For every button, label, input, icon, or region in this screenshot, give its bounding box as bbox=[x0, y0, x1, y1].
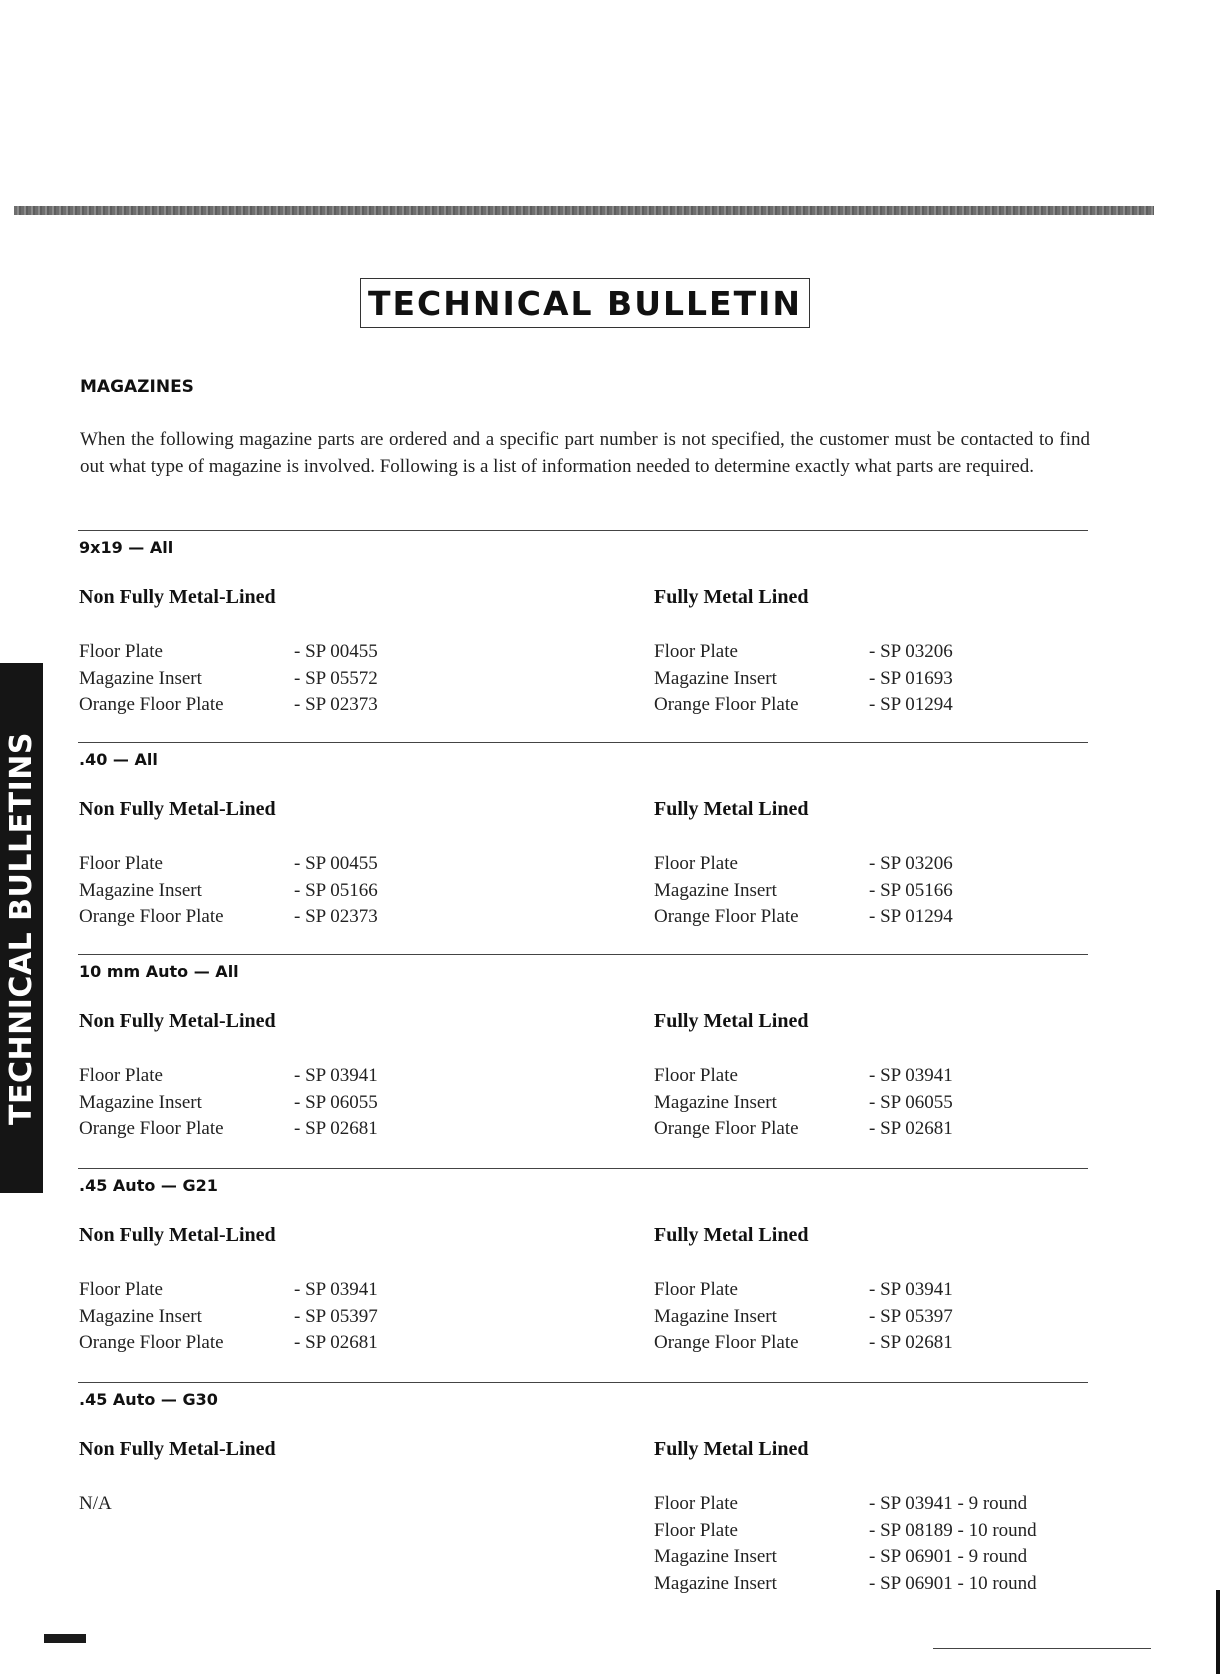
part-name: Magazine Insert bbox=[654, 1305, 777, 1327]
part-name: Magazine Insert bbox=[654, 879, 777, 901]
caliber-section bbox=[78, 954, 1088, 1164]
part-name: Magazine Insert bbox=[79, 879, 202, 901]
section-divider bbox=[78, 1382, 1088, 1383]
column-title: Non Fully Metal-Lined bbox=[79, 798, 276, 820]
part-name: Orange Floor Plate bbox=[654, 694, 799, 716]
part-row bbox=[654, 666, 953, 693]
metal-lined-column bbox=[654, 1224, 953, 1357]
part-name: Floor Plate bbox=[654, 1065, 738, 1086]
part-number: - SP 00455 bbox=[294, 853, 378, 874]
caliber-section bbox=[78, 1382, 1088, 1612]
part-name: Orange Floor Plate bbox=[79, 1332, 224, 1354]
part-row bbox=[79, 878, 378, 905]
bottom-divider bbox=[933, 1648, 1151, 1649]
part-name: Magazine Insert bbox=[654, 1572, 777, 1594]
part-row bbox=[79, 666, 378, 693]
part-number: - SP 03941 - 9 round bbox=[869, 1493, 1028, 1514]
part-row bbox=[654, 639, 953, 666]
part-number: - SP 06055 bbox=[294, 1091, 378, 1113]
part-number: - SP 05166 bbox=[294, 879, 378, 901]
section-divider bbox=[78, 954, 1088, 955]
part-name: Floor Plate bbox=[654, 1279, 738, 1300]
part-name: Orange Floor Plate bbox=[654, 1332, 799, 1354]
caliber-heading: 9x19 — All bbox=[79, 538, 174, 557]
part-name: Floor Plate bbox=[79, 1065, 163, 1086]
part-number: - SP 05572 bbox=[294, 667, 378, 689]
part-name: Floor Plate bbox=[654, 1519, 738, 1541]
metal-lined-column bbox=[654, 798, 953, 931]
part-row bbox=[654, 1116, 953, 1143]
part-name: Orange Floor Plate bbox=[654, 906, 799, 928]
part-row bbox=[79, 1277, 378, 1304]
part-number: - SP 05397 bbox=[869, 1305, 953, 1327]
part-name: Floor Plate bbox=[79, 641, 163, 662]
part-number: - SP 02681 bbox=[294, 1332, 378, 1354]
part-name: Magazine Insert bbox=[79, 1091, 202, 1113]
section-divider bbox=[78, 1168, 1088, 1169]
part-name: Magazine Insert bbox=[654, 1091, 777, 1113]
page-mark bbox=[44, 1634, 86, 1643]
part-number: - SP 05397 bbox=[294, 1305, 378, 1327]
part-name: Floor Plate bbox=[654, 853, 738, 874]
column-title: Fully Metal Lined bbox=[654, 1224, 809, 1246]
part-row bbox=[79, 1304, 378, 1331]
part-number: - SP 02681 bbox=[869, 1332, 953, 1354]
column-title: Non Fully Metal-Lined bbox=[79, 586, 276, 608]
column-title: Fully Metal Lined bbox=[654, 1010, 809, 1032]
part-row bbox=[79, 692, 378, 719]
part-row bbox=[79, 904, 378, 931]
part-number: - SP 02681 bbox=[869, 1118, 953, 1140]
top-divider bbox=[14, 206, 1154, 215]
intro-paragraph: When the following magazine parts are ordered and a specific part number is not specified, the customer must be contacted to find out what type of magazine is involved. Following is a list of information needed to determine exactly what parts are required. bbox=[80, 429, 1090, 477]
part-name: Floor Plate bbox=[79, 853, 163, 874]
part-row bbox=[79, 851, 378, 878]
part-number: - SP 05166 bbox=[869, 879, 953, 901]
column-title: Fully Metal Lined bbox=[654, 586, 809, 608]
part-name: Magazine Insert bbox=[654, 1546, 777, 1568]
part-number: - SP 03206 bbox=[869, 853, 953, 874]
metal-lined-column bbox=[654, 586, 953, 719]
page-title: TECHNICAL BULLETIN bbox=[367, 283, 802, 323]
part-number: - SP 03206 bbox=[869, 641, 953, 662]
caliber-heading: .45 Auto — G21 bbox=[79, 1176, 218, 1195]
part-row bbox=[654, 1544, 1037, 1571]
part-row bbox=[654, 692, 953, 719]
part-row bbox=[654, 1063, 953, 1090]
side-tab bbox=[0, 663, 43, 1193]
non-lined-column bbox=[79, 1438, 276, 1518]
part-number: - SP 02373 bbox=[294, 694, 378, 716]
part-row bbox=[654, 1304, 953, 1331]
part-row bbox=[79, 1330, 378, 1357]
part-row bbox=[654, 1518, 1037, 1545]
section-heading: MAGAZINES bbox=[80, 377, 194, 397]
column-title: Non Fully Metal-Lined bbox=[79, 1010, 276, 1032]
metal-lined-column bbox=[654, 1438, 1037, 1597]
part-row bbox=[654, 878, 953, 905]
caliber-section bbox=[78, 530, 1088, 740]
part-row bbox=[79, 639, 378, 666]
part-number: - SP 03941 bbox=[294, 1279, 378, 1300]
column-title: Fully Metal Lined bbox=[654, 1438, 809, 1460]
part-row bbox=[654, 851, 953, 878]
part-number: - SP 06901 - 9 round bbox=[869, 1546, 1028, 1568]
part-name: Floor Plate bbox=[79, 1279, 163, 1300]
section-divider bbox=[78, 742, 1088, 743]
part-number: - SP 02681 bbox=[294, 1118, 378, 1140]
metal-lined-column bbox=[654, 1010, 953, 1143]
non-lined-column bbox=[79, 1010, 378, 1143]
part-name: Orange Floor Plate bbox=[654, 1118, 799, 1140]
part-number: - SP 03941 bbox=[869, 1279, 953, 1300]
part-number: - SP 02373 bbox=[294, 906, 378, 928]
caliber-section bbox=[78, 742, 1088, 952]
part-number: - SP 01294 bbox=[869, 906, 953, 928]
column-title: Fully Metal Lined bbox=[654, 798, 809, 820]
column-title: Non Fully Metal-Lined bbox=[79, 1224, 276, 1246]
part-number: - SP 03941 bbox=[869, 1065, 953, 1086]
part-number: - SP 06055 bbox=[869, 1091, 953, 1113]
side-tab-label: TECHNICAL BULLETINS bbox=[4, 731, 39, 1125]
part-name: Magazine Insert bbox=[79, 667, 202, 689]
part-name: Floor Plate bbox=[654, 641, 738, 662]
part-name: Magazine Insert bbox=[79, 1305, 202, 1327]
caliber-heading: .40 — All bbox=[79, 750, 158, 769]
part-row bbox=[654, 1571, 1037, 1598]
part-row bbox=[654, 1277, 953, 1304]
part-row bbox=[79, 1063, 378, 1090]
part-name: Floor Plate bbox=[654, 1493, 738, 1514]
non-lined-column bbox=[79, 1224, 378, 1357]
part-row bbox=[79, 1116, 378, 1143]
part-name: Orange Floor Plate bbox=[79, 1118, 224, 1140]
part-row bbox=[654, 1491, 1037, 1518]
caliber-section bbox=[78, 1168, 1088, 1378]
part-number: - SP 01693 bbox=[869, 667, 953, 689]
non-lined-column bbox=[79, 798, 378, 931]
part-number: - SP 06901 - 10 round bbox=[869, 1572, 1037, 1594]
part-number: - SP 08189 - 10 round bbox=[869, 1519, 1037, 1541]
part-name: Orange Floor Plate bbox=[79, 906, 224, 928]
part-name: Orange Floor Plate bbox=[79, 694, 224, 716]
part-number: - SP 00455 bbox=[294, 641, 378, 662]
caliber-heading: 10 mm Auto — All bbox=[79, 962, 239, 981]
edge-bar bbox=[1216, 1590, 1220, 1674]
not-applicable-text: N/A bbox=[79, 1493, 112, 1514]
part-row bbox=[79, 1090, 378, 1117]
non-lined-column bbox=[79, 586, 378, 719]
bulletin-title-box bbox=[360, 278, 810, 328]
section-divider bbox=[78, 530, 1088, 531]
part-name: Magazine Insert bbox=[654, 667, 777, 689]
caliber-heading: .45 Auto — G30 bbox=[79, 1390, 218, 1409]
part-row bbox=[654, 1330, 953, 1357]
part-row bbox=[654, 904, 953, 931]
part-number: - SP 01294 bbox=[869, 694, 953, 716]
column-title: Non Fully Metal-Lined bbox=[79, 1438, 276, 1460]
part-number: - SP 03941 bbox=[294, 1065, 378, 1086]
part-row bbox=[654, 1090, 953, 1117]
